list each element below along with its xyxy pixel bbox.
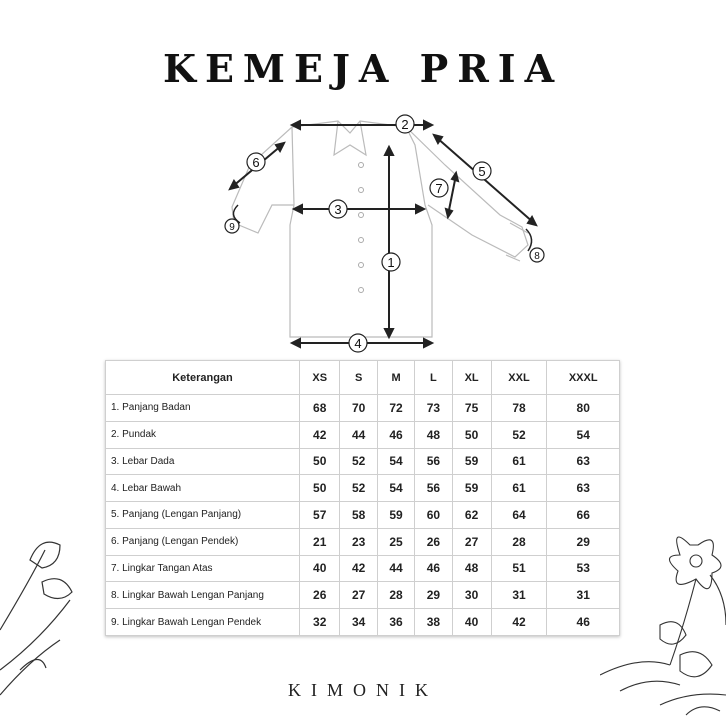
row-label: 4. Lebar Bawah xyxy=(106,475,300,502)
row-label: 9. Lingkar Bawah Lengan Pendek xyxy=(106,609,300,636)
row-label: 7. Lingkar Tangan Atas xyxy=(106,555,300,582)
size-value-cell: 58 xyxy=(340,502,377,529)
column-header: XS xyxy=(300,361,340,395)
size-value-cell: 50 xyxy=(300,448,340,475)
size-value-cell: 75 xyxy=(452,395,491,422)
table-row xyxy=(106,395,620,422)
column-header: XXL xyxy=(491,361,547,395)
size-value-cell: 51 xyxy=(491,555,547,582)
row-label: 3. Lebar Dada xyxy=(106,448,300,475)
size-value-cell: 31 xyxy=(547,582,620,609)
size-value-cell: 63 xyxy=(547,475,620,502)
size-value-cell: 27 xyxy=(340,582,377,609)
row-label: 6. Panjang (Lengan Pendek) xyxy=(106,528,300,555)
table-row xyxy=(106,448,620,475)
size-value-cell: 59 xyxy=(452,475,491,502)
size-value-cell: 64 xyxy=(491,502,547,529)
size-value-cell: 68 xyxy=(300,395,340,422)
column-header: XL xyxy=(452,361,491,395)
size-value-cell: 61 xyxy=(491,448,547,475)
size-value-cell: 52 xyxy=(340,448,377,475)
size-value-cell: 31 xyxy=(491,582,547,609)
size-value-cell: 48 xyxy=(415,421,452,448)
marker-3: 3 xyxy=(334,202,342,217)
size-value-cell: 52 xyxy=(340,475,377,502)
size-value-cell: 61 xyxy=(491,475,547,502)
marker-9: 9 xyxy=(229,222,235,233)
marker-7: 7 xyxy=(435,181,443,196)
table-row xyxy=(106,609,620,636)
size-value-cell: 21 xyxy=(300,528,340,555)
size-value-cell: 59 xyxy=(377,502,414,529)
marker-6: 6 xyxy=(252,155,260,170)
table-row xyxy=(106,475,620,502)
size-value-cell: 46 xyxy=(377,421,414,448)
size-value-cell: 70 xyxy=(340,395,377,422)
size-value-cell: 42 xyxy=(300,421,340,448)
table-row xyxy=(106,555,620,582)
size-value-cell: 56 xyxy=(415,475,452,502)
size-value-cell: 38 xyxy=(415,609,452,636)
size-value-cell: 60 xyxy=(415,502,452,529)
marker-4: 4 xyxy=(354,336,362,351)
size-value-cell: 25 xyxy=(377,528,414,555)
size-value-cell: 29 xyxy=(415,582,452,609)
size-value-cell: 59 xyxy=(452,448,491,475)
flower-left-decoration xyxy=(0,520,110,700)
size-value-cell: 30 xyxy=(452,582,491,609)
size-value-cell: 66 xyxy=(547,502,620,529)
size-table xyxy=(105,360,620,636)
size-value-cell: 28 xyxy=(491,528,547,555)
size-value-cell: 53 xyxy=(547,555,620,582)
size-value-cell: 27 xyxy=(452,528,491,555)
brand-logo: KIMONIK xyxy=(288,680,438,700)
size-value-cell: 46 xyxy=(415,555,452,582)
size-value-cell: 40 xyxy=(452,609,491,636)
size-value-cell: 44 xyxy=(377,555,414,582)
column-header: XXXL xyxy=(547,361,620,395)
table-row xyxy=(106,421,620,448)
marker-5: 5 xyxy=(478,164,486,179)
column-header: S xyxy=(340,361,377,395)
size-value-cell: 54 xyxy=(377,475,414,502)
marker-8: 8 xyxy=(534,251,540,262)
column-header: M xyxy=(377,361,414,395)
size-value-cell: 28 xyxy=(377,582,414,609)
table-header-row xyxy=(106,361,620,395)
size-value-cell: 46 xyxy=(547,609,620,636)
size-value-cell: 54 xyxy=(547,421,620,448)
size-value-cell: 54 xyxy=(377,448,414,475)
size-value-cell: 72 xyxy=(377,395,414,422)
size-value-cell: 32 xyxy=(300,609,340,636)
row-label: 5. Panjang (Lengan Panjang) xyxy=(106,502,300,529)
marker-2: 2 xyxy=(401,117,409,132)
row-label: 1. Panjang Badan xyxy=(106,395,300,422)
size-value-cell: 42 xyxy=(491,609,547,636)
size-value-cell: 57 xyxy=(300,502,340,529)
row-label: 8. Lingkar Bawah Lengan Panjang xyxy=(106,582,300,609)
size-value-cell: 40 xyxy=(300,555,340,582)
table-row xyxy=(106,528,620,555)
page-title: KEMEJA PRIA xyxy=(162,46,564,91)
size-value-cell: 80 xyxy=(547,395,620,422)
row-label: 2. Pundak xyxy=(106,421,300,448)
size-value-cell: 23 xyxy=(340,528,377,555)
size-value-cell: 62 xyxy=(452,502,491,529)
size-value-cell: 56 xyxy=(415,448,452,475)
size-value-cell: 73 xyxy=(415,395,452,422)
column-header: Keterangan xyxy=(106,361,300,395)
table-row xyxy=(106,582,620,609)
size-value-cell: 34 xyxy=(340,609,377,636)
size-value-cell: 29 xyxy=(547,528,620,555)
column-header: L xyxy=(415,361,452,395)
size-value-cell: 63 xyxy=(547,448,620,475)
table-row xyxy=(106,502,620,529)
size-value-cell: 26 xyxy=(415,528,452,555)
shirt-diagram xyxy=(210,105,550,360)
size-value-cell: 50 xyxy=(300,475,340,502)
size-value-cell: 50 xyxy=(452,421,491,448)
size-value-cell: 52 xyxy=(491,421,547,448)
size-value-cell: 36 xyxy=(377,609,414,636)
size-value-cell: 44 xyxy=(340,421,377,448)
size-value-cell: 42 xyxy=(340,555,377,582)
size-value-cell: 48 xyxy=(452,555,491,582)
size-value-cell: 78 xyxy=(491,395,547,422)
marker-1: 1 xyxy=(387,255,395,270)
size-value-cell: 26 xyxy=(300,582,340,609)
